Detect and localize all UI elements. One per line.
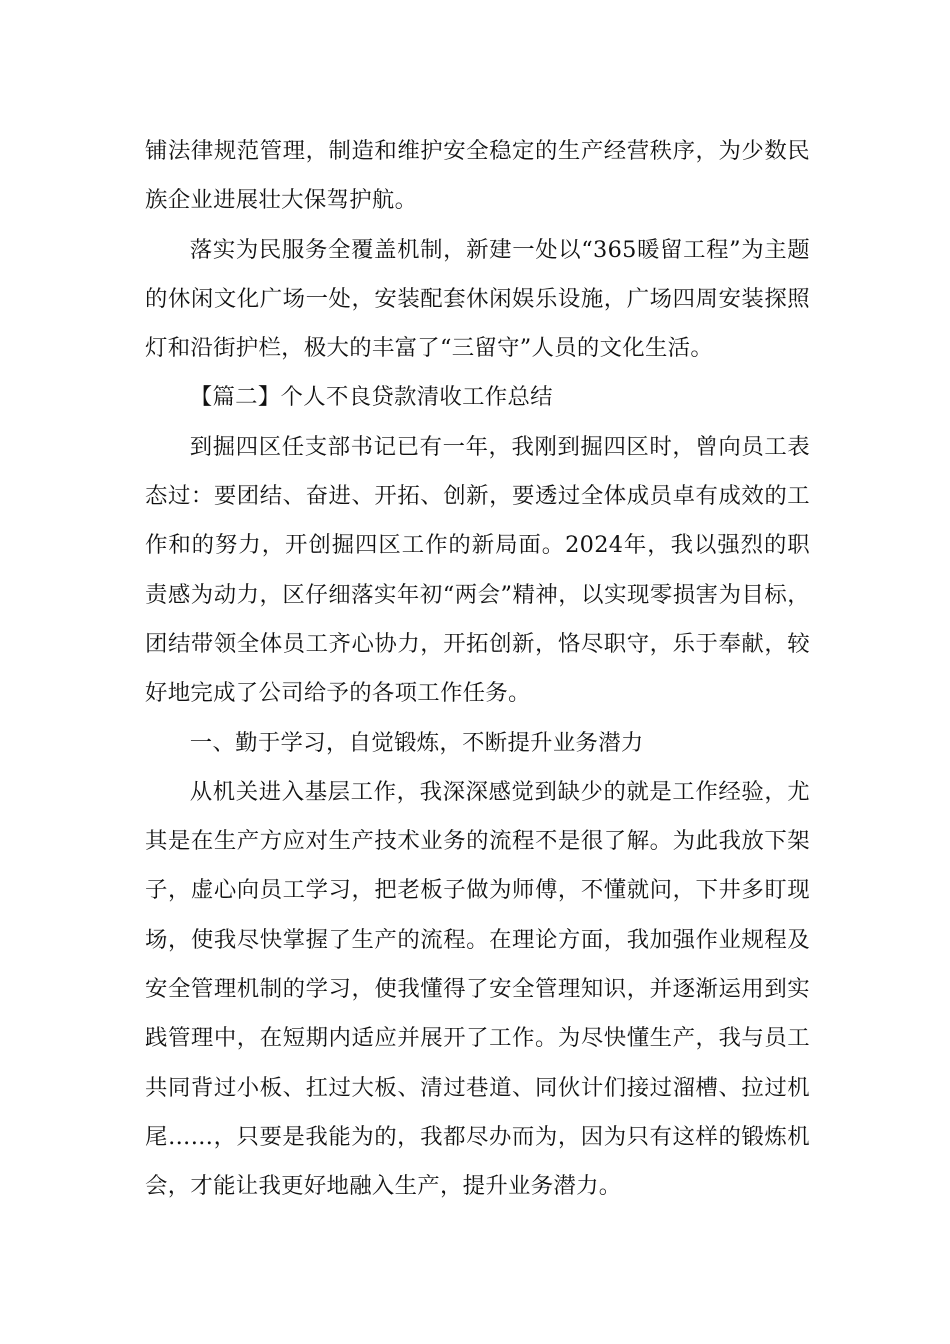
paragraph-2: 落实为民服务全覆盖机制，新建一处以“365暖留工程”为主题的休闲文化广场一处，安装配套休闲娱乐设施，广场四周安装探照灯和沿街护栏，极大的丰富了“三留守”人员的文化生活。 — [145, 236, 810, 362]
section-title-part-two: 【篇二】个人不良贷款清收工作总结 — [189, 384, 553, 411]
paragraph-4: 从机关进入基层工作，我深深感觉到缺少的就是工作经验，尤其是在生产方应对生产技术业务的流程不是很了解。为此我放下架子，虚心向员工学习，把老板子做为师傅，不懂就问，下井多盯现场，使我尽快掌握了生产的流程。在理论方面，我加强作业规程及安全管理机制的学习，使我懂得了安全管理知识，并逐渐运用到实践管理中，在短期内适应并展开了工作。为尽快懂生产，我与员工共同背过小板、扛过大板、清过巷道、同伙计们接过溜槽、拉过机尾……，只要是我能为的，我都尽办而为，因为只有这样的锻炼机会，才能让我更好地融入生产，提升业务潜力。 — [145, 778, 810, 1200]
document-body — [145, 127, 810, 1212]
paragraph-1: 铺法律规范管理，制造和维护安全稳定的生产经营秩序，为少数民族企业进展壮大保驾护航。 — [145, 138, 810, 214]
paragraph-3: 到掘四区任支部书记已有一年，我刚到掘四区时，曾向员工表态过：要团结、奋进、开拓、创新，要透过全体成员卓有成效的工作和的努力，开创掘四区工作的新局面。2024年，我以强烈的职责感为动力，区仔细落实年初“两会”精神，以实现零损害为目标，团结带领全体员工齐心协力，开拓创新，恪尽职守，乐于奉献，较好地完成了公司给予的各项工作任务。 — [145, 433, 810, 707]
subsection-heading-1: 一、勤于学习，自觉锻炼，不断提升业务潜力 — [189, 729, 644, 756]
